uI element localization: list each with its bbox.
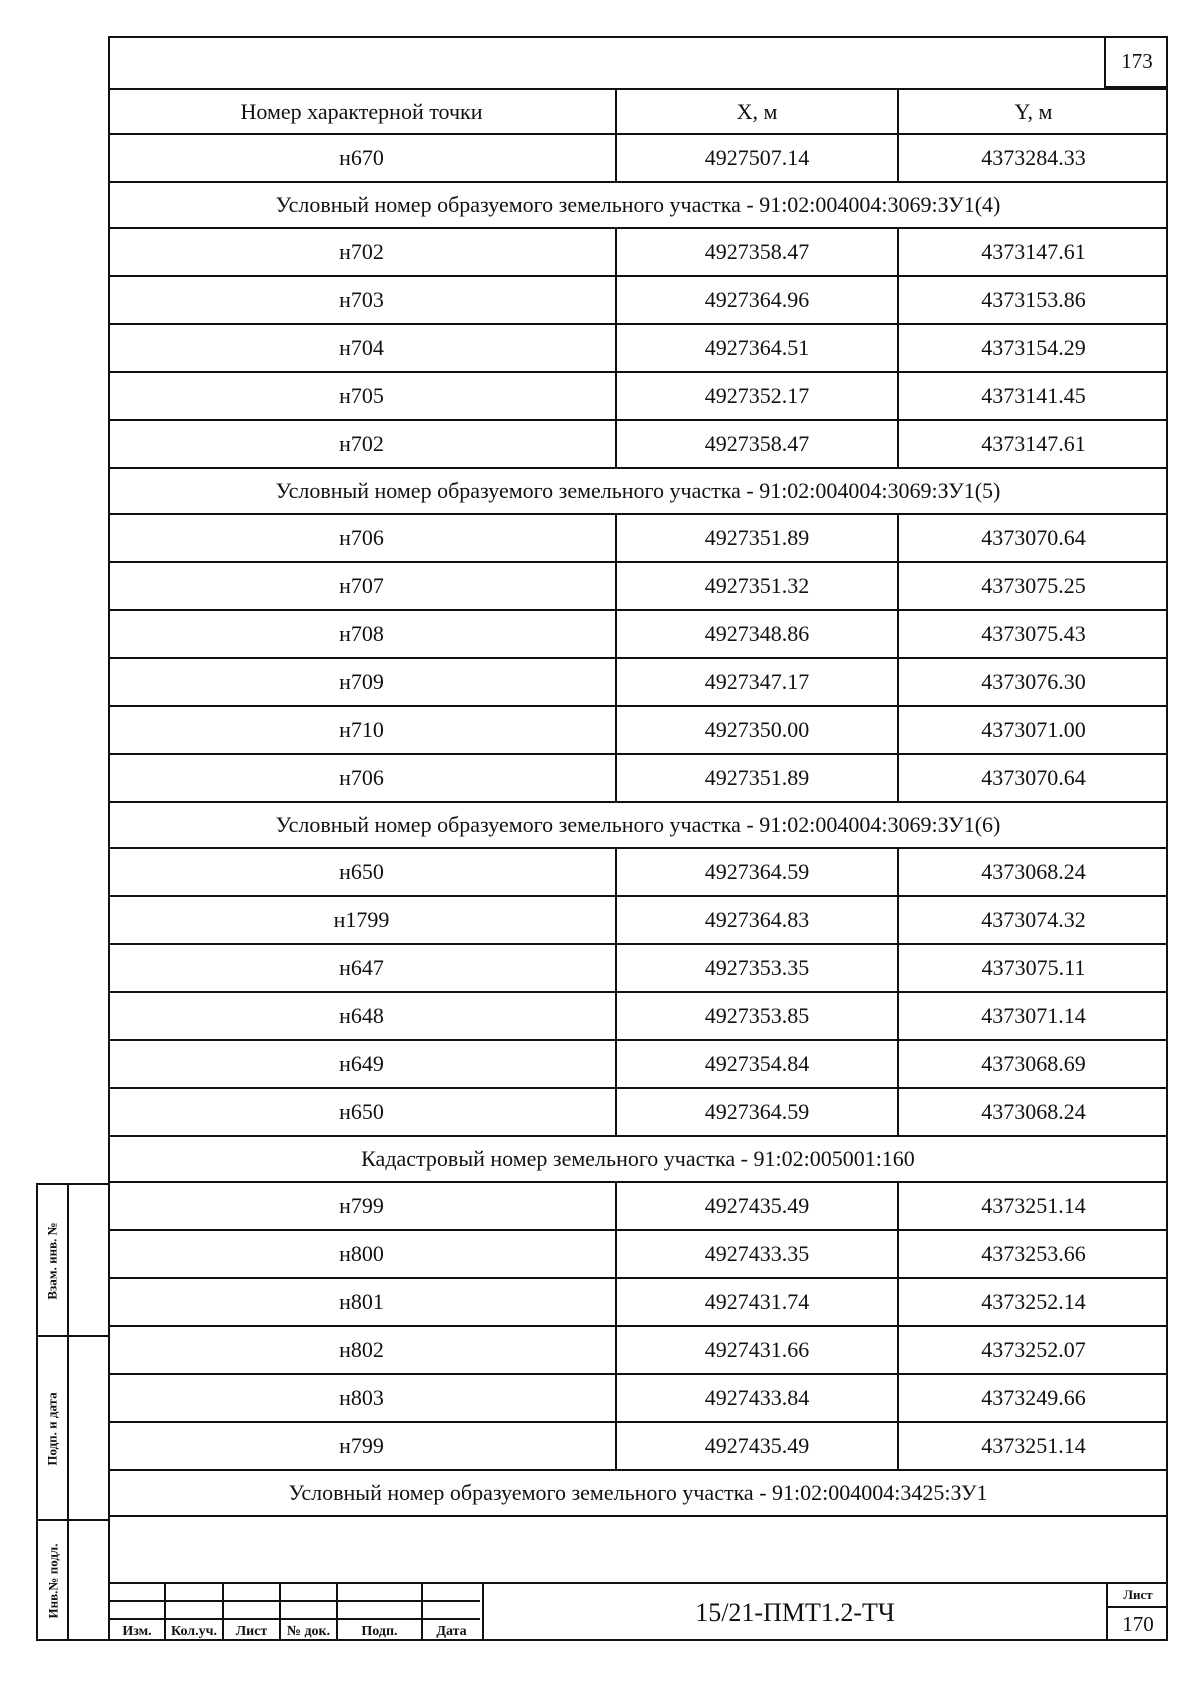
header-point-number: Номер характерной точки [108,90,617,133]
side-stamp [36,1183,108,1641]
table-row [108,135,1168,183]
table-row [108,515,1168,563]
section-header-row: Условный номер образуемого земельного участка - 91:02:004004:3069:ЗУ1(6) [108,803,1168,849]
y-coordinate-cell: 4373153.86 [981,287,1086,312]
table-row [108,421,1168,469]
x-coordinate-cell: 4927351.89 [617,755,899,801]
section-header-row: Условный номер образуемого земельного участка - 91:02:004004:3069:ЗУ1(4) [108,183,1168,229]
y-coordinate-cell: 4373068.69 [981,1051,1086,1076]
x-coordinate-cell: 4927507.14 [617,135,899,181]
x-coordinate-cell: 4927347.17 [617,659,899,705]
point-number-cell: н800 [108,1231,617,1277]
y-coordinate-cell: 4373075.11 [981,955,1086,980]
y-coordinate-cell: 4373154.29 [981,335,1086,360]
table-row [108,229,1168,277]
point-number-cell: н705 [108,373,617,419]
point-number-cell: н799 [108,1423,617,1469]
page-number: 173 [1104,36,1168,88]
table-row [108,1231,1168,1279]
x-coordinate-cell: 4927435.49 [617,1423,899,1469]
x-coordinate-cell: 4927353.35 [617,945,899,991]
table-row [108,563,1168,611]
y-coordinate-cell: 4373252.14 [981,1289,1086,1314]
table-row [108,373,1168,421]
y-coordinate-cell: 4373070.64 [981,525,1086,550]
y-coordinate-cell: 4373147.61 [981,431,1086,456]
label-podp: Подп. [361,1624,398,1639]
sheet-label: Лист [1108,1584,1168,1608]
y-coordinate-cell: 4373251.14 [981,1433,1086,1458]
table-row [108,1041,1168,1089]
point-number-cell: н708 [108,611,617,657]
table-row [108,897,1168,945]
y-coordinate-cell: 4373249.66 [981,1385,1086,1410]
table-row [108,1089,1168,1137]
point-number-cell: н710 [108,707,617,753]
label-data: Дата [436,1624,467,1639]
table-row [108,707,1168,755]
y-coordinate-cell: 4373074.32 [981,907,1086,932]
y-coordinate-cell: 4373075.25 [981,573,1086,598]
table-row [108,611,1168,659]
section-header-row: Условный номер образуемого земельного участка - 91:02:004004:3069:ЗУ1(5) [108,469,1168,515]
table-row [108,1279,1168,1327]
x-coordinate-cell: 4927358.47 [617,421,899,467]
point-number-cell: н707 [108,563,617,609]
section-header-row: Кадастровый номер земельного участка - 91:02:005001:160 [108,1137,1168,1183]
table-row [108,1183,1168,1231]
table-row [108,325,1168,373]
y-coordinate-cell: 4373075.43 [981,621,1086,646]
x-coordinate-cell: 4927364.83 [617,897,899,943]
point-number-cell: н801 [108,1279,617,1325]
header-x: X, м [617,90,899,133]
y-coordinate-cell: 4373147.61 [981,239,1086,264]
x-coordinate-cell: 4927431.66 [617,1327,899,1373]
table-row [108,1375,1168,1423]
point-number-cell: н702 [108,229,617,275]
x-coordinate-cell: 4927433.35 [617,1231,899,1277]
y-coordinate-cell: 4373251.14 [981,1193,1086,1218]
point-number-cell: н706 [108,515,617,561]
y-coordinate-cell: 4373253.66 [981,1241,1086,1266]
x-coordinate-cell: 4927351.89 [617,515,899,561]
y-coordinate-cell: 4373076.30 [981,669,1086,694]
section-header-row: Условный номер образуемого земельного участка - 91:02:004004:3425:ЗУ1 [108,1471,1168,1517]
sheet-value: 170 [1122,1612,1154,1636]
point-number-cell: н650 [108,1089,617,1135]
x-coordinate-cell: 4927364.59 [617,1089,899,1135]
y-coordinate-cell: 4373071.14 [981,1003,1086,1028]
y-coordinate-cell: 4373068.24 [981,859,1086,884]
point-number-cell: н670 [108,135,617,181]
side-label-vzam: Взам. инв. № [45,1222,61,1300]
y-coordinate-cell: 4373070.64 [981,765,1086,790]
y-coordinate-cell: 4373252.07 [981,1337,1086,1362]
point-number-cell: н647 [108,945,617,991]
point-number-cell: н649 [108,1041,617,1087]
table-row [108,993,1168,1041]
sheet-box [1106,1584,1168,1641]
x-coordinate-cell: 4927354.84 [617,1041,899,1087]
point-number-cell: н803 [108,1375,617,1421]
table-row [108,659,1168,707]
x-coordinate-cell: 4927351.32 [617,563,899,609]
title-block [108,1582,1168,1641]
table-row [108,1423,1168,1471]
x-coordinate-cell: 4927348.86 [617,611,899,657]
table-row [108,1327,1168,1375]
table-header [108,90,1168,135]
label-kol-uch: Кол.уч. [170,1624,218,1639]
side-label-inv: Инв.№ подл. [45,1543,61,1619]
document-code: 15/21-ПМТ1.2-ТЧ [482,1584,1106,1641]
point-number-cell: н650 [108,849,617,895]
x-coordinate-cell: 4927435.49 [617,1183,899,1229]
side-label-podp: Подп. и дата [45,1392,61,1466]
point-number-cell: н648 [108,993,617,1039]
x-coordinate-cell: 4927431.74 [617,1279,899,1325]
point-number-cell: н799 [108,1183,617,1229]
x-coordinate-cell: 4927364.51 [617,325,899,371]
x-coordinate-cell: 4927364.59 [617,849,899,895]
point-number-cell: н1799 [108,897,617,943]
y-coordinate-cell: 4373068.24 [981,1099,1086,1124]
x-coordinate-cell: 4927350.00 [617,707,899,753]
table-row [108,755,1168,803]
point-number-cell: н706 [108,755,617,801]
point-number-cell: н702 [108,421,617,467]
x-coordinate-cell: 4927358.47 [617,229,899,275]
table-row [108,849,1168,897]
point-number-cell: н703 [108,277,617,323]
point-number-cell: н704 [108,325,617,371]
table-row [108,945,1168,993]
y-coordinate-cell: 4373284.33 [981,145,1086,170]
x-coordinate-cell: 4927352.17 [617,373,899,419]
point-number-cell: н709 [108,659,617,705]
x-coordinate-cell: 4927364.96 [617,277,899,323]
label-list: Лист [235,1624,268,1639]
table-body [108,135,1168,1517]
coordinates-table [108,88,1168,1513]
y-coordinate-cell: 4373071.00 [981,717,1086,742]
header-y: Y, м [1014,98,1053,124]
label-doc-no: № док. [286,1624,331,1639]
y-coordinate-cell: 4373141.45 [981,383,1086,408]
label-izm: Изм. [122,1624,152,1639]
point-number-cell: н802 [108,1327,617,1373]
x-coordinate-cell: 4927433.84 [617,1375,899,1421]
x-coordinate-cell: 4927353.85 [617,993,899,1039]
table-row [108,277,1168,325]
